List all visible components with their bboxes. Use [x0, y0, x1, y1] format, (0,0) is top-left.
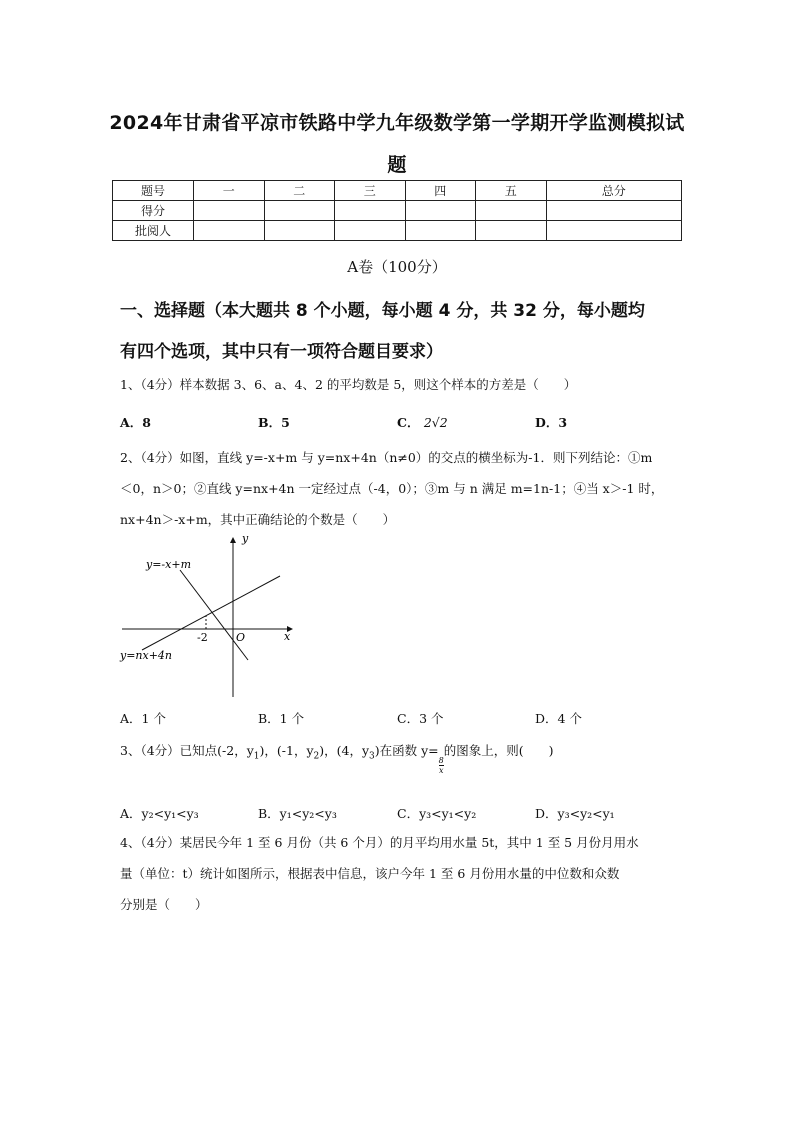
q3-stem-part: 的图象上，则( ): [443, 743, 554, 758]
score-cell[interactable]: [335, 221, 406, 241]
score-cell[interactable]: [194, 221, 265, 241]
score-cell[interactable]: [264, 221, 335, 241]
volume-heading: A卷（100分）: [347, 258, 447, 276]
score-cell[interactable]: [264, 201, 335, 221]
q1-option-b[interactable]: B．5: [258, 415, 290, 430]
score-header-cell: 题号: [113, 181, 194, 201]
score-table: [112, 180, 682, 241]
score-cell[interactable]: [335, 201, 406, 221]
q1-option-a[interactable]: A．8: [120, 415, 151, 430]
score-header-cell: 四: [405, 181, 476, 201]
score-cell[interactable]: [194, 201, 265, 221]
score-header-cell: 三: [335, 181, 406, 201]
score-table-row: [113, 201, 682, 221]
score-header-cell: 总分: [546, 181, 682, 201]
question-2-line3: nx+4n＞-x+m，其中正确结论的个数是（ ）: [120, 512, 396, 527]
tick-label-minus-2: -2: [197, 631, 208, 644]
question-1-stem: 1、（4分）样本数据 3、6、a、4、2 的平均数是 5，则这个样本的方差是（ ）: [120, 377, 577, 392]
q3-option-d[interactable]: D．y₃<y₂<y₁: [535, 806, 615, 821]
document-title-line2: 题: [387, 154, 407, 176]
score-cell[interactable]: [405, 221, 476, 241]
origin-label: O: [236, 631, 246, 644]
q2-option-c[interactable]: C．3 个: [397, 711, 444, 726]
question-2-line2: ＜0，n＞0；②直线 y=nx+4n 一定经过点（-4，0）；③m 与 n 满足 m=1n-1；④当 x＞-1 时，: [120, 481, 664, 496]
section-heading-line2: 有四个选项，其中只有一项符合题目要求）: [120, 342, 443, 362]
q3-fraction-numerator: 8: [438, 756, 444, 765]
score-cell[interactable]: [546, 201, 682, 221]
q3-stem-part: )，(4，y: [319, 743, 370, 758]
q1-option-c[interactable]: [397, 413, 448, 431]
score-cell[interactable]: [546, 221, 682, 241]
q3-stem-part: )，(-1，y: [259, 743, 314, 758]
q2-option-b[interactable]: B．1 个: [258, 711, 305, 726]
q1-option-d[interactable]: D．3: [535, 415, 568, 430]
label-line-y-neg-x-plus-m: y=-x+m: [146, 558, 191, 571]
line-y-nx-plus-4n: [142, 576, 280, 650]
question-4-line2: 量（单位：t）统计如图所示，根据表中信息，该户今年 1 至 6 月份用水量的中位数和众数: [120, 866, 620, 881]
score-header-cell: 五: [476, 181, 547, 201]
q3-option-a[interactable]: A．y₂<y₁<y₃: [120, 806, 199, 821]
q1-option-c-label: C．: [397, 415, 420, 430]
label-line-y-nx-plus-4n: y=nx+4n: [120, 649, 173, 662]
q3-sub: 2: [313, 751, 320, 762]
question-4-line3: 分别是（ ）: [120, 897, 208, 912]
score-cell[interactable]: [476, 221, 547, 241]
score-row-label: 得分: [113, 201, 194, 221]
q3-stem-part: )在函数 y=: [374, 743, 439, 758]
document-title-line1: 2024年甘肃省平凉市铁路中学九年级数学第一学期开学监测模拟试: [109, 112, 685, 134]
score-table-header-row: [113, 181, 682, 201]
score-row-label: 批阅人: [113, 221, 194, 241]
line-y-neg-x-plus-m: [180, 570, 248, 660]
question-2-graph: [112, 532, 302, 700]
score-table-row: [113, 221, 682, 241]
q2-option-a[interactable]: A．1 个: [120, 711, 166, 726]
question-3-stem: [120, 742, 554, 775]
q3-sub: 1: [253, 751, 260, 762]
question-4-line1: 4、（4分）某居民今年 1 至 6 月份（共 6 个月）的月平均用水量 5t，其中 1 至 5 月份月用水: [120, 835, 639, 850]
q1-option-c-radical: 2√2: [423, 415, 448, 430]
q3-option-b[interactable]: B．y₁<y₂<y₃: [258, 806, 337, 821]
x-axis-label: x: [284, 630, 291, 643]
q3-fraction: [439, 756, 444, 775]
score-cell[interactable]: [405, 201, 476, 221]
y-axis-label: y: [242, 532, 249, 545]
q3-sub: 3: [369, 751, 375, 762]
q2-option-d[interactable]: D．4 个: [535, 711, 582, 726]
q3-fraction-denominator: x: [438, 766, 444, 775]
question-2-line1: 2、（4分）如图，直线 y=-x+m 与 y=nx+4n（n≠0）的交点的横坐标为-1．则下列结论：①m: [120, 450, 653, 465]
section-heading-line1: 一、选择题（本大题共 8 个小题，每小题 4 分，共 32 分，每小题均: [120, 301, 645, 321]
q3-stem-part: 3、（4分）已知点(-2，y: [120, 743, 254, 758]
score-header-cell: 二: [264, 181, 335, 201]
score-cell[interactable]: [476, 201, 547, 221]
score-header-cell: 一: [194, 181, 265, 201]
q3-option-c[interactable]: C．y₃<y₁<y₂: [397, 806, 477, 821]
